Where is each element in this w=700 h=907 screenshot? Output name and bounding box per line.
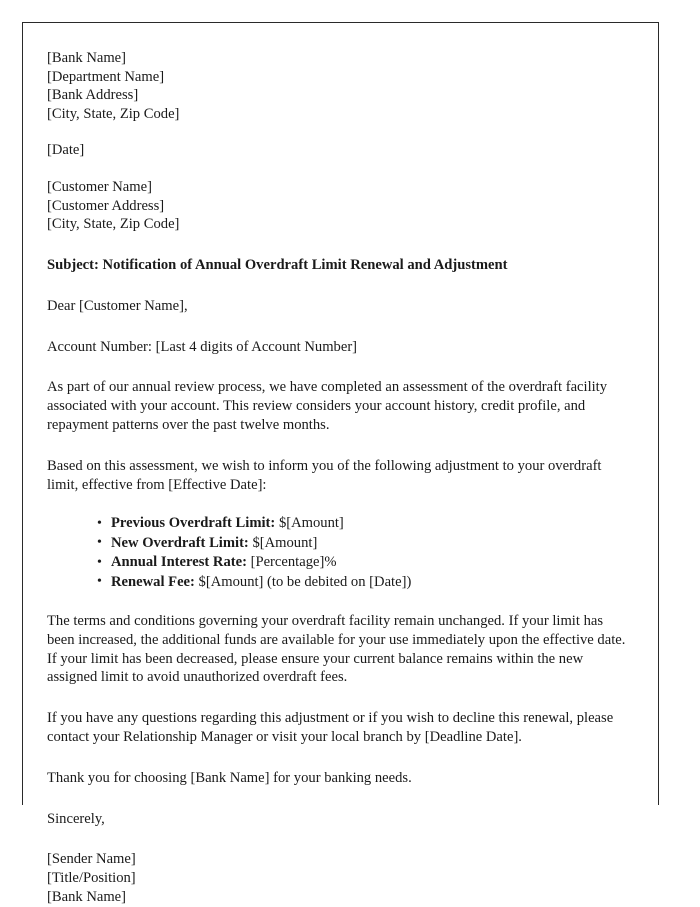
- subject-line: Subject: Notification of Annual Overdraft Limit Renewal and Adjustment: [47, 256, 508, 273]
- recipient-address-block: [47, 178, 632, 234]
- signature-bank-name: [Bank Name]: [47, 888, 127, 905]
- list-item: [97, 573, 632, 592]
- signature-block: [47, 850, 632, 906]
- sender-bank-name: [Bank Name]: [47, 50, 127, 66]
- sender-department-name: [Department Name]: [47, 68, 165, 85]
- detail-label-interest-rate: Annual Interest Rate:: [111, 554, 247, 571]
- detail-label-renewal-fee: Renewal Fee:: [111, 573, 195, 590]
- detail-value-new-limit: $[Amount]: [252, 534, 318, 551]
- signature-title-position: [Title/Position]: [47, 870, 136, 887]
- spacer-after-paragraph-3: [47, 687, 632, 709]
- signature-sender-name: [Sender Name]: [47, 851, 136, 868]
- spacer-before-subject: [47, 234, 632, 256]
- recipient-customer-address: [Customer Address]: [47, 197, 165, 214]
- paragraph-terms-conditions: The terms and conditions governing your overdraft facility remain unchanged. If your limit has been increased, the additional funds are available for your use immediately upon the effective date. If your limit has been decreased, please ensure your current balance remains within the new assigned limit to avoid unauthorized overdraft fees.: [47, 612, 626, 686]
- sender-bank-address: [Bank Address]: [47, 87, 139, 104]
- letter-page: [22, 22, 659, 905]
- salutation: Dear [Customer Name],: [47, 297, 188, 314]
- overdraft-details-list: [47, 514, 632, 592]
- paragraph-adjustment-intro: Based on this assessment, we wish to inform you of the following adjustment to your overdraft limit, effective from [Effective Date]:: [47, 457, 602, 493]
- closing-salutation: Sincerely,: [47, 810, 105, 827]
- spacer-after-details: [47, 592, 632, 612]
- list-item: [97, 514, 632, 533]
- list-item: [97, 553, 632, 572]
- spacer-after-subject: [47, 275, 632, 297]
- recipient-city-state-zip: [City, State, Zip Code]: [47, 216, 180, 233]
- detail-label-new-limit: New Overdraft Limit:: [111, 534, 249, 551]
- spacer-after-paragraph-4: [47, 747, 632, 769]
- spacer-after-paragraph-1: [47, 435, 632, 457]
- detail-label-previous-limit: Previous Overdraft Limit:: [111, 515, 276, 532]
- detail-value-renewal-fee: $[Amount] (to be debited on [Date]): [198, 573, 412, 590]
- spacer-after-sender: [47, 123, 632, 141]
- paragraph-questions-contact: If you have any questions regarding this adjustment or if you wish to decline this renewal, please contact your Relationship Manager or visit your local branch by [Deadline Date].: [47, 710, 614, 745]
- paragraph-review-process: As part of our annual review process, we have completed an assessment of the overdraft facility associated with your account. This review considers your account history, credit profile, and repayment patterns over the past twelve months.: [47, 379, 608, 433]
- spacer-before-closing: [47, 788, 632, 810]
- spacer-before-signature: [47, 828, 632, 850]
- spacer-after-salutation: [47, 316, 632, 338]
- sender-address-block: [47, 49, 632, 123]
- list-item: [97, 534, 632, 553]
- letter-body: [23, 23, 658, 907]
- account-number-line: Account Number: [Last 4 digits of Account Number]: [47, 338, 358, 355]
- detail-value-previous-limit: $[Amount]: [278, 515, 344, 532]
- spacer-after-account: [47, 356, 632, 378]
- sender-city-state-zip: [City, State, Zip Code]: [47, 105, 180, 122]
- spacer-before-details: [47, 494, 632, 514]
- date-line: [Date]: [47, 142, 85, 159]
- paragraph-thank-you: Thank you for choosing [Bank Name] for your banking needs.: [47, 769, 412, 786]
- detail-value-interest-rate: [Percentage]%: [250, 554, 337, 571]
- spacer-after-date: [47, 160, 632, 178]
- recipient-customer-name: [Customer Name]: [47, 178, 152, 195]
